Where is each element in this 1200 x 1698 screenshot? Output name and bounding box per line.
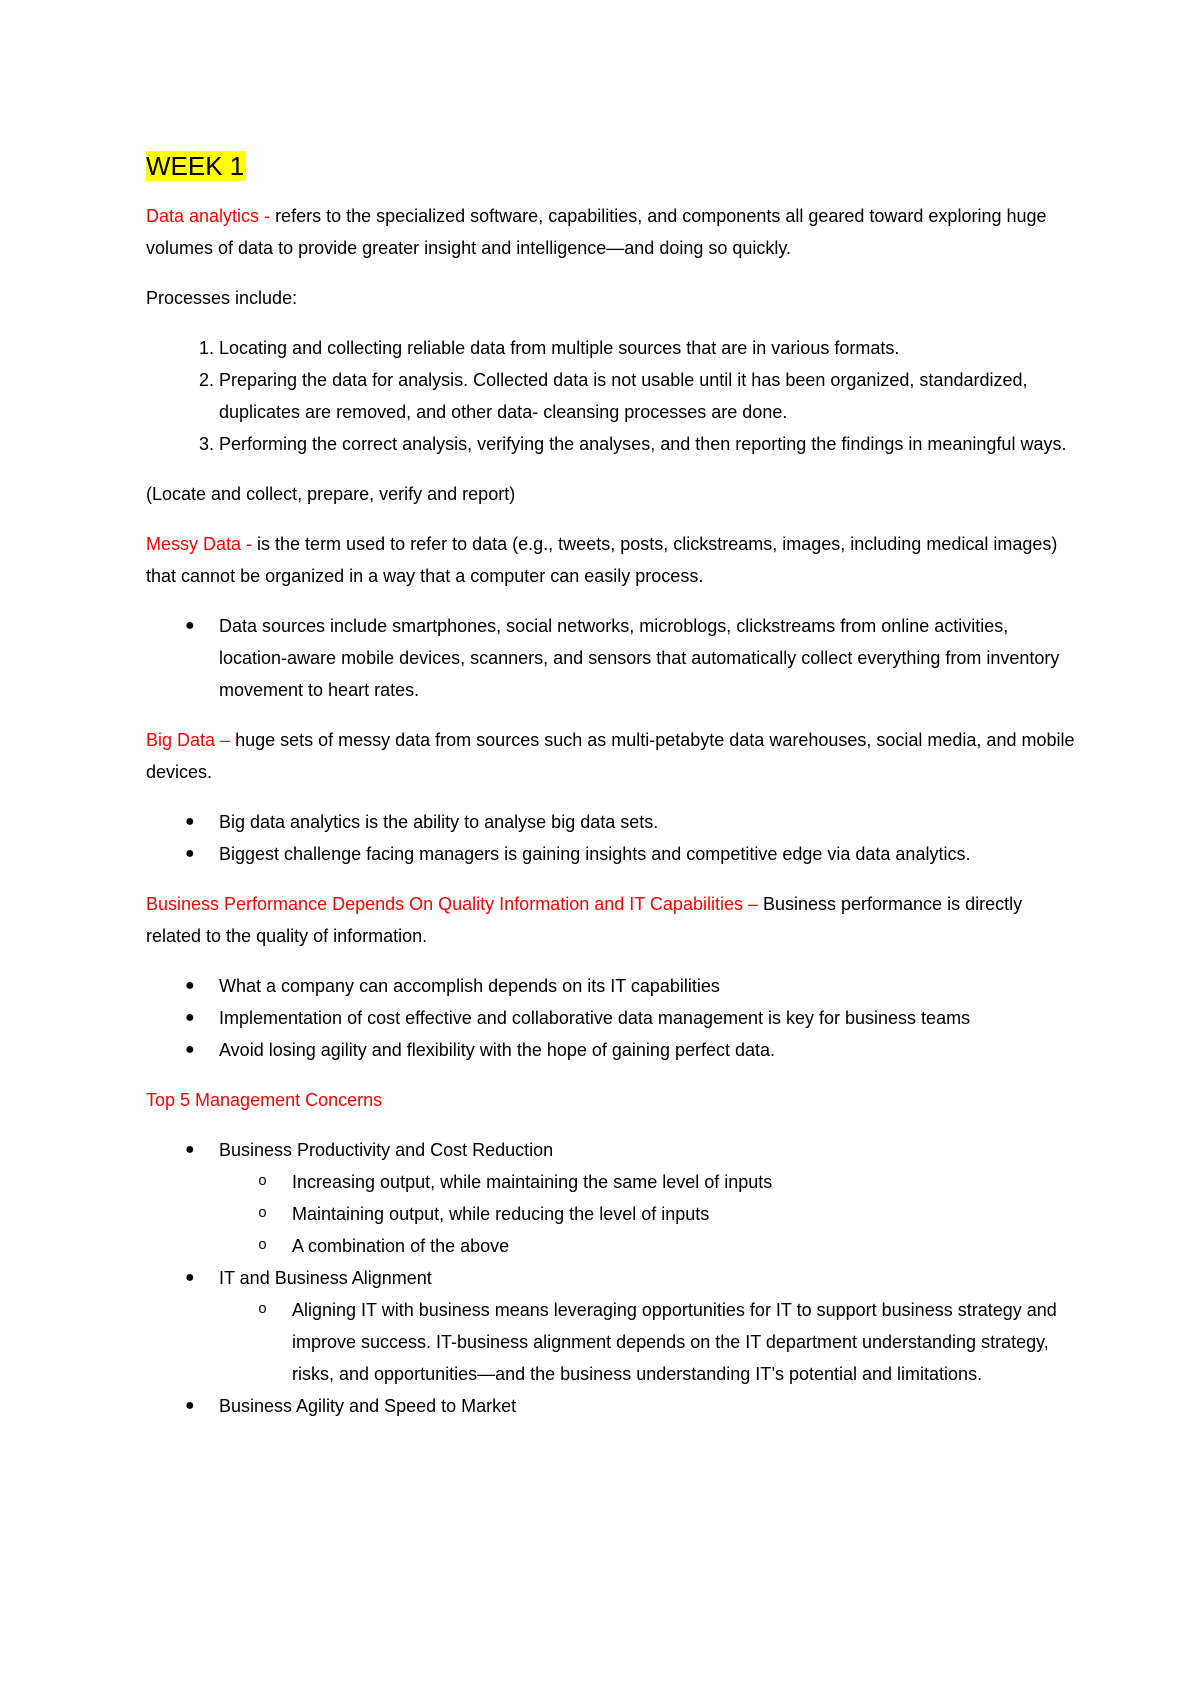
sub-list-item	[258, 1198, 1076, 1230]
bullet-icon: ●	[185, 813, 195, 830]
data-analytics-paragraph	[146, 200, 1076, 264]
business-performance-paragraph	[146, 888, 1076, 952]
sub-list	[219, 1166, 1076, 1262]
bullet-icon: ●	[185, 1041, 195, 1058]
list-item-text: IT and Business Alignment	[219, 1268, 432, 1288]
big-data-paragraph	[146, 724, 1076, 788]
big-data-bullets	[146, 806, 1076, 870]
list-item	[185, 1134, 1076, 1262]
document-page	[146, 146, 1076, 1440]
circle-bullet-icon: o	[258, 1237, 268, 1254]
processes-intro: Processes include:	[146, 288, 298, 308]
messy-data-paragraph	[146, 528, 1076, 592]
week-heading-text: WEEK 1	[146, 151, 245, 181]
sub-list	[219, 1294, 1076, 1390]
sub-list-item-text: A combination of the above	[292, 1236, 510, 1256]
list-item	[185, 970, 1076, 1002]
list-item-text: Biggest challenge facing managers is gaining insights and competitive edge via data analytics.	[219, 844, 971, 864]
week-heading	[146, 146, 1076, 186]
list-item-text: Big data analytics is the ability to analyse big data sets.	[219, 812, 659, 832]
bullet-icon: ●	[185, 845, 195, 862]
big-data-definition: huge sets of messy data from sources such as multi-petabyte data warehouses, social media, and mobile devices.	[146, 730, 1075, 782]
list-item-text: Business Agility and Speed to Market	[219, 1396, 517, 1416]
bullet-icon: ●	[185, 1009, 195, 1026]
list-item-text: Data sources include smartphones, social networks, microblogs, clickstreams from online activities, location-aware mobile devices, scanners, and sensors that automatically collect everything from inventory movement to heart rates.	[219, 616, 1060, 700]
process-item: 2. Preparing the data for analysis. Collected data is not usable until it has been organized, standardized, duplicates are removed, and other data- cleansing processes are done.	[219, 364, 1076, 428]
list-item	[185, 1390, 1076, 1422]
circle-bullet-icon: o	[258, 1173, 268, 1190]
messy-data-term: Messy Data -	[146, 534, 258, 554]
list-item	[185, 806, 1076, 838]
circle-bullet-icon: o	[258, 1205, 268, 1222]
list-item-text: Business Productivity and Cost Reduction	[219, 1140, 554, 1160]
sub-list-item-text: Aligning IT with business means leveraging opportunities for IT to support business strategy and improve success. IT-business alignment depends on the IT department understanding strategy, risks, and opportunities—and the business understanding IT’s potential and limitations.	[292, 1300, 1057, 1384]
list-item	[185, 610, 1076, 706]
process-item: 3. Performing the correct analysis, verifying the analyses, and then reporting the findings in meaningful ways.	[219, 428, 1076, 460]
bullet-icon: ●	[185, 617, 195, 634]
list-item-text: Implementation of cost effective and collaborative data management is key for business teams	[219, 1008, 971, 1028]
business-performance-term: Business Performance Depends On Quality Information and IT Capabilities –	[146, 894, 763, 914]
list-item-text: What a company can accomplish depends on its IT capabilities	[219, 976, 720, 996]
processes-list	[146, 332, 1076, 460]
bullet-icon: ●	[185, 1141, 195, 1158]
list-item	[185, 838, 1076, 870]
sub-list-item-text: Maintaining output, while reducing the level of inputs	[292, 1204, 710, 1224]
bullet-icon: ●	[185, 1269, 195, 1286]
top5-list	[146, 1134, 1076, 1422]
processes-summary: (Locate and collect, prepare, verify and report)	[146, 484, 516, 504]
list-item	[185, 1262, 1076, 1390]
data-analytics-definition: refers to the specialized software, capabilities, and components all geared toward exploring huge volumes of data to provide greater insight and intelligence—and doing so quickly.	[146, 206, 1047, 258]
messy-data-bullets	[146, 610, 1076, 706]
business-performance-definition: Business performance is directly related to the quality of information.	[146, 894, 1023, 946]
circle-bullet-icon: o	[258, 1301, 268, 1318]
sub-list-item	[258, 1294, 1076, 1390]
bullet-icon: ●	[185, 977, 195, 994]
top5-heading	[146, 1084, 1076, 1116]
sub-list-item	[258, 1230, 1076, 1262]
top5-term: Top 5 Management Concerns	[146, 1090, 383, 1110]
list-item	[185, 1002, 1076, 1034]
messy-data-definition: is the term used to refer to data (e.g., tweets, posts, clickstreams, images, including medical images) that cannot be organized in a way that a computer can easily process.	[146, 534, 1058, 586]
data-analytics-term: Data analytics -	[146, 206, 276, 226]
list-item	[185, 1034, 1076, 1066]
sub-list-item-text: Increasing output, while maintaining the same level of inputs	[292, 1172, 773, 1192]
business-performance-bullets	[146, 970, 1076, 1066]
sub-list-item	[258, 1166, 1076, 1198]
process-item: 1. Locating and collecting reliable data from multiple sources that are in various formats.	[219, 332, 1076, 364]
bullet-icon: ●	[185, 1397, 195, 1414]
big-data-term: Big Data –	[146, 730, 236, 750]
list-item-text: Avoid losing agility and flexibility with the hope of gaining perfect data.	[219, 1040, 776, 1060]
